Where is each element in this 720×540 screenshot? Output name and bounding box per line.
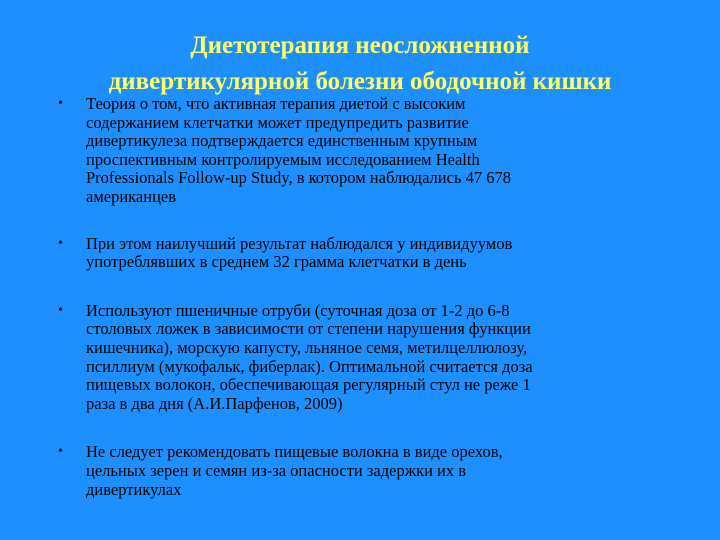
bullet-item (56, 95, 696, 207)
bullet-dot: • (58, 235, 63, 251)
bullet-line: пищевых волокон, обеспечивающая регулярный стул не реже 1 (86, 375, 531, 395)
bullet-text (86, 95, 696, 207)
bullet-item (56, 235, 696, 272)
bullet-line: Professionals Follow-up Study, в котором наблюдались 47 678 (86, 168, 511, 188)
bullet-line: Теория о том, что активная терапия диетой с высоким (86, 94, 466, 113)
bullet-line: цельных зерен и семян из-за опасности задержки их в (86, 460, 467, 480)
bullet-line: дивертикулеза подтверждается единственным крупным (86, 131, 478, 151)
slide-title-line: дивертикулярной болезни ободочной кишки (108, 68, 612, 95)
bullet-line: раза в два дня (А.И.Парфенов, 2009) (86, 393, 343, 413)
bullet-line: Не следует рекомендовать пищевые волокна в виде орехов, (86, 442, 503, 462)
bullet-dot: • (58, 444, 63, 460)
bullet-item (56, 443, 696, 499)
bullet-line: содержанием клетчатки может предупредить развитие (86, 112, 469, 132)
bullet-item (56, 302, 696, 414)
bullet-line: американцев (86, 186, 177, 206)
bullet-text (86, 235, 696, 272)
bullet-text (86, 443, 696, 499)
bullet-dot: • (58, 302, 63, 318)
bullet-dot: • (58, 96, 63, 111)
bullet-line: столовых ложек в зависимости от степени нарушения функции (86, 319, 531, 339)
bullet-line: дивертикулах (86, 479, 182, 499)
bullet-line: Используют пшеничные отруби (суточная доза от 1-2 до 6-8 (86, 300, 510, 320)
bullet-line: При этом наилучший результат наблюдался у индивидуумов (86, 233, 513, 253)
bullet-line: псиллиум (мукофальк, фиберлак). Оптимальной считается доза (86, 356, 533, 376)
slide-title-line: Диетотерапия неосложненной (190, 32, 530, 59)
bullet-line: кишечника), морскую капусту, льняное семя, метилцеллюлозу, (86, 337, 528, 357)
slide-title (40, 28, 680, 100)
bullet-line: употреблявших в среднем 32 грамма клетчатки в день (86, 252, 467, 272)
bullet-line: проспективным контролируемым исследованием Health (86, 149, 480, 169)
bullet-list (56, 95, 696, 499)
bullet-text (86, 302, 696, 414)
